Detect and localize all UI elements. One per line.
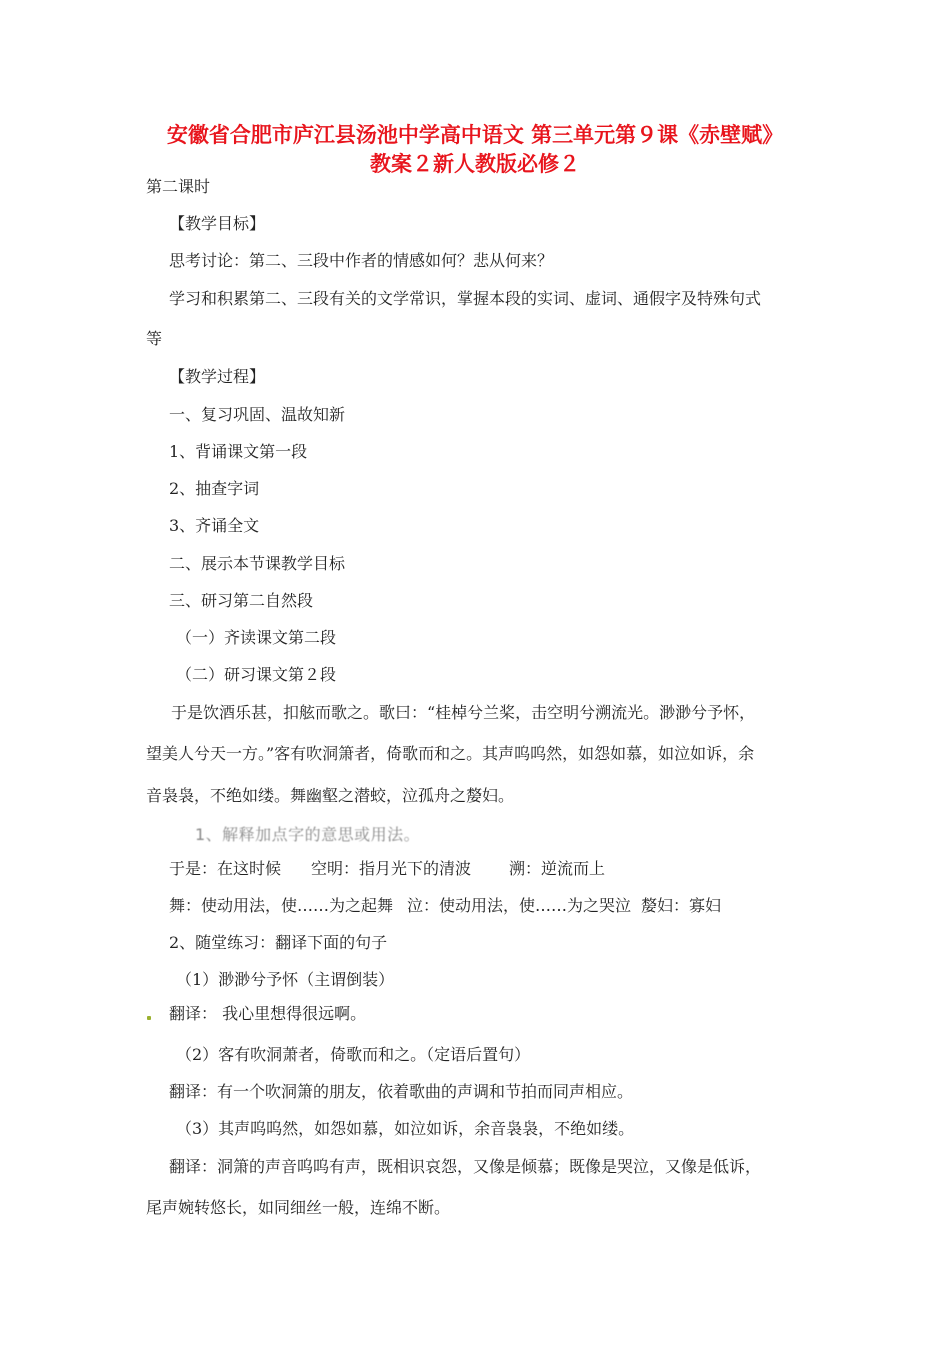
gloss-wu: 舞：使动用法，使……为之起舞 [169, 896, 394, 915]
section-1-heading: 一、复习巩固、温故知新 [169, 405, 346, 424]
section-3-heading: 三、研习第二自然段 [169, 591, 314, 610]
exercise-2-question-1: （1）渺渺兮予怀（主谓倒装） [176, 970, 395, 989]
exercise-2-answer-3: 翻译：洞箫的声音呜呜有声，既相识哀怨，又像是倾慕；既像是哭泣，又像是低诉， [169, 1157, 762, 1176]
goal-item-1: 思考讨论：第二、三段中作者的情感如何？悲从何来？ [169, 251, 554, 270]
list-bullet-marker [147, 1016, 151, 1020]
exercise-2-answer-2: 翻译：有一个吹洞箫的朋友，依着歌曲的声调和节拍而同声相应。 [169, 1082, 634, 1101]
document-title-line2: 教案２新人教版必修２ [370, 151, 580, 176]
exercise-2-question-2: （2）客有吹洞萧者，倚歌而和之。（定语后置句） [176, 1045, 531, 1064]
lesson-label: 第二课时 [146, 177, 211, 196]
process-heading: 【教学过程】 [169, 367, 266, 386]
section-3-item-1: （一）齐读课文第二段 [176, 628, 337, 647]
gloss-row-2 [169, 895, 721, 917]
section-1-item-2: 2、抽查字词 [169, 479, 260, 498]
gloss-kongming: 空明：指月光下的清波 [311, 859, 472, 878]
gloss-row-1 [169, 858, 605, 880]
section-3-item-2: （二）研习课文第２段 [176, 665, 337, 684]
document-title-line1: 安徽省合肥市庐江县汤池中学高中语文 第三单元第９课《赤壁赋》 [166, 122, 784, 147]
exercise-2-heading: 2、随堂练习：翻译下面的句子 [169, 933, 388, 952]
exercise-1-heading: 1、解释加点字的意思或用法。 [195, 825, 421, 844]
gloss-lifu: 嫠妇：寡妇 [641, 896, 722, 915]
exercise-2-question-3: （3）其声呜呜然，如怨如慕，如泣如诉，余音袅袅，不绝如缕。 [176, 1119, 635, 1138]
passage-line-2: 望美人兮天一方。”客有吹洞箫者，倚歌而和之。其声呜呜然，如怨如慕，如泣如诉，余 [146, 744, 755, 763]
goal-item-2: 学习和积累第二、三段有关的文学常识，掌握本段的实词、虚词、通假字及特殊句式 [169, 289, 762, 308]
passage-line-1: 于是饮酒乐甚，扣舷而歌之。歌曰：“桂棹兮兰桨，击空明兮溯流光。渺渺兮予怀， [171, 703, 756, 722]
goals-heading: 【教学目标】 [169, 214, 266, 233]
goal-item-2-continued: 等 [146, 329, 163, 348]
gloss-su: 溯：逆流而上 [509, 859, 606, 878]
gloss-yushi: 于是：在这时候 [169, 859, 282, 878]
section-2-heading: 二、展示本节课教学目标 [169, 554, 346, 573]
exercise-2-answer-3-continued: 尾声婉转悠长，如同细丝一般，连绵不断。 [146, 1198, 451, 1217]
section-1-item-1: 1、背诵课文第一段 [169, 442, 308, 461]
exercise-2-answer-1: 翻译： 我心里想得很远啊。 [169, 1004, 367, 1023]
section-1-item-3: 3、齐诵全文 [169, 516, 260, 535]
passage-line-3: 音袅袅，不绝如缕。舞幽壑之潜蛟，泣孤舟之嫠妇。 [146, 786, 515, 805]
gloss-qi: 泣：使动用法，使……为之哭泣 [407, 896, 632, 915]
